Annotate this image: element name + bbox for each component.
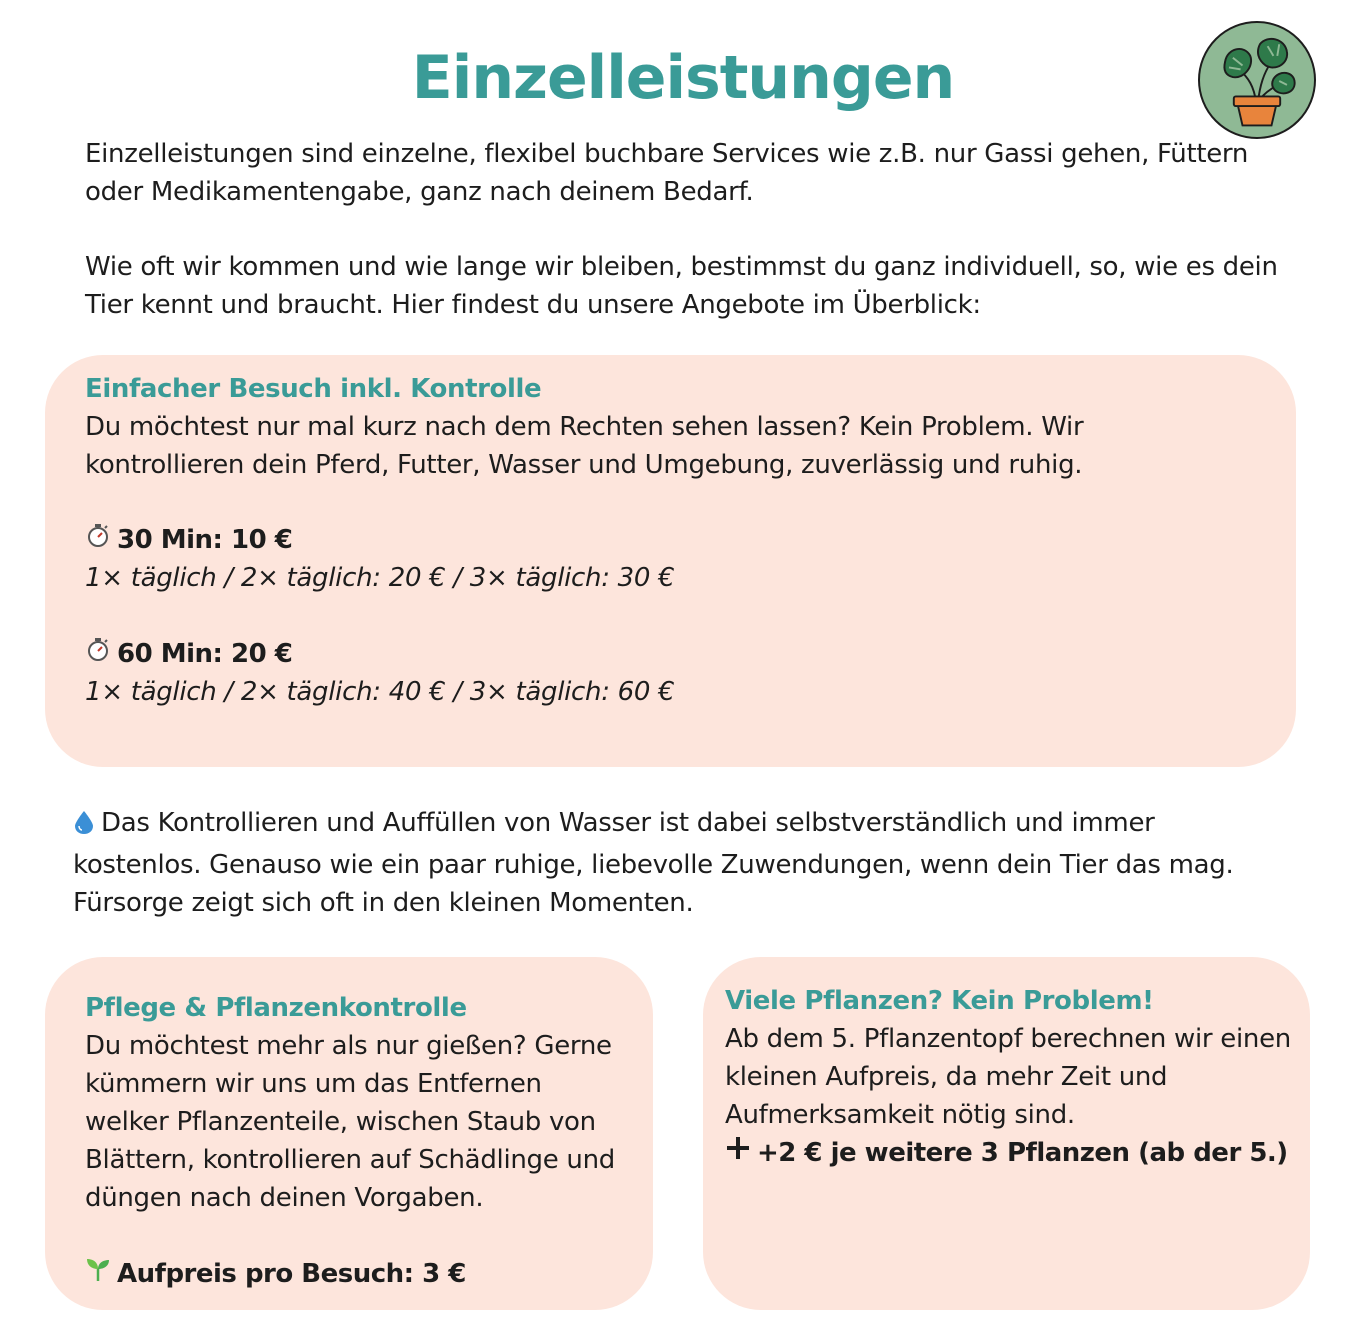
visit-option-30-min (85, 521, 292, 559)
visit-card-description: Du möchtest nur mal kurz nach dem Rechten sehen lassen? Kein Problem. Wir kontrollieren dein Pferd, Futter, Wasser und Umgebung, zuverlässig und ruhig. (85, 412, 1084, 480)
visit-option-detail: 1× täglich / 2× täglich: 40 € / 3× täglich: 60 € (85, 677, 675, 707)
many-plants-card (703, 957, 1310, 1310)
logo-plant-graphic (1200, 23, 1314, 137)
visit-option-detail: 1× täglich / 2× täglich: 20 € / 3× täglich: 30 € (85, 563, 675, 593)
visit-option-60-min (85, 635, 292, 673)
many-plants-description: Ab dem 5. Pflanzentopf berechnen wir einen kleinen Aufpreis, da mehr Zeit und Aufmerksamkeit nötig sind. (725, 1024, 1291, 1130)
stopwatch-icon (85, 521, 111, 559)
plant-card-description: Du möchtest mehr als nur gießen? Gerne kümmern wir uns um das Entfernen welker Pflanzenteile, wischen Staub von Blättern, kontrollieren auf Schädlinge und düngen nach deinen Vorgaben. (85, 1031, 615, 1213)
many-plants-title: Viele Pflanzen? Kein Problem! (725, 986, 1154, 1016)
intro-paragraph-2: Wie oft wir kommen und wie lange wir bleiben, bestimmst du ganz individuell, so, wie es dein Tier kennt und braucht. Hier findest du unsere Angebote im Überblick: (85, 252, 1278, 320)
potted-monstera-plant-icon (1198, 21, 1316, 139)
water-drop-icon (73, 808, 95, 846)
seedling-icon (85, 1255, 111, 1293)
intro-paragraph-1: Einzelleistungen sind einzelne, flexibel buchbare Services wie z.B. nur Gassi gehen, Füttern oder Medikamentengabe, ganz nach deinem Bedarf. (85, 139, 1249, 207)
visit-service-card (45, 355, 1296, 767)
plant-card-price-text: Aufpreis pro Besuch: 3 € (117, 1259, 466, 1289)
plant-card-title: Pflege & Pflanzenkontrolle (85, 993, 467, 1023)
many-plants-price (725, 1134, 1288, 1172)
visit-card-title: Einfacher Besuch inkl. Kontrolle (85, 374, 542, 404)
many-plants-price-text: +2 € je weitere 3 Pflanzen (ab der 5.) (757, 1138, 1288, 1168)
plant-care-card (45, 957, 653, 1310)
page-title: Einzelleistungen (411, 43, 955, 113)
visit-option-label: 30 Min: 10 € (117, 525, 293, 555)
stopwatch-icon (85, 635, 111, 673)
visit-option-label: 60 Min: 20 € (117, 639, 293, 669)
plant-card-price (85, 1255, 466, 1293)
plus-icon (725, 1134, 751, 1172)
water-note-text: Das Kontrollieren und Auffüllen von Wasser ist dabei selbstverständlich und immer kostenlos. Genauso wie ein paar ruhige, liebevolle Zuwendungen, wenn dein Tier das mag. Fürsorge zeigt sich oft in den kleinen Momenten. (73, 808, 1234, 918)
water-note (73, 804, 1283, 922)
